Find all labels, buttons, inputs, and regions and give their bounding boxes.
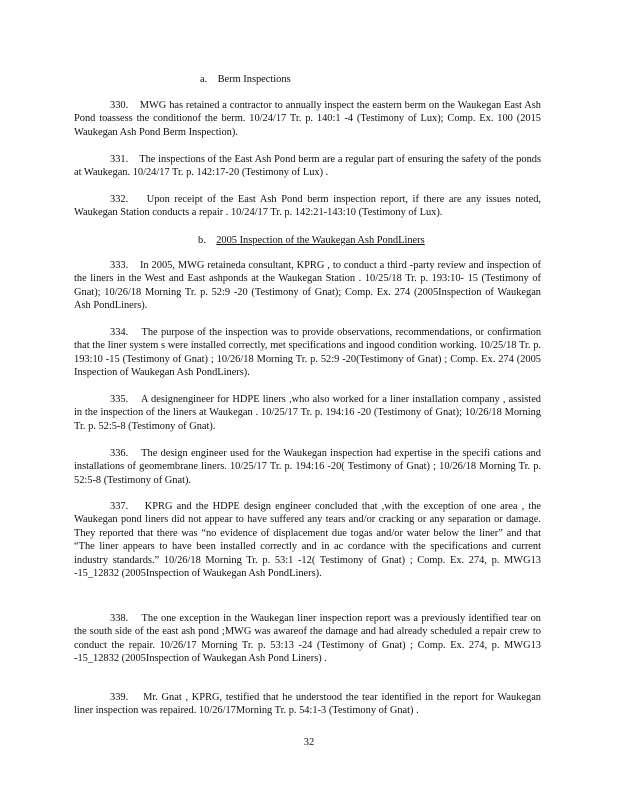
paragraph-number: 339. [110, 692, 129, 703]
heading-a-marker: a. [200, 74, 208, 85]
paragraph-339 [74, 691, 541, 718]
paragraph-336 [74, 447, 541, 487]
paragraph-335 [74, 393, 541, 433]
paragraph-text: The purpose of the inspection was to provide observations, recommendations, or confirmation that the liner system s were installed correctly, met specifications and ingood condition working. 10/25/18 Tr. p. 193:10 -15 (Testimony of Gnat) ; 10/26/18 Morning Tr. p. 52:9 -20(Testimony of Gnat) ; Comp. Ex. 274 (2005 Inspection of Waukegan Ash PondLiners). [74, 327, 542, 379]
paragraph-332 [74, 193, 541, 220]
paragraph-333 [74, 259, 541, 313]
paragraph-text: The inspections of the East Ash Pond berm are a regular part of ensuring the safety of the ponds at Waukegan. 10/24/17 Tr. p. 142:17-20 (Testimony of Lux) . [74, 154, 542, 179]
paragraph-text: A designengineer for HDPE liners ,who also worked for a liner installation company , assisted in the inspection of the liners at Waukegan . 10/25/17 Tr. p. 194:16 -20 (Testimony of Gnat); 10/26/18 Morning Tr. p. 52:5-8 (Testimony of Gnat). [74, 394, 541, 432]
paragraph-number: 332. [110, 194, 129, 205]
heading-b-marker: b. [198, 235, 206, 246]
paragraph-number: 337. [110, 501, 129, 512]
paragraph-text: MWG has retained a contractor to annually inspect the eastern berm on the Waukegan East Ash Pond toassess the conditionof the berm. 10/24/17 Tr. p. 140:1 -4 (Testimony of Lux); Comp. Ex. 100 (2015 Waukegan Ash Pond Berm Inspection). [74, 100, 541, 138]
section-heading-b [198, 234, 438, 247]
paragraph-number: 330. [110, 100, 129, 111]
paragraph-number: 331. [110, 154, 129, 165]
page-number: 32 [303, 737, 315, 748]
paragraph-number: 335. [110, 394, 129, 405]
paragraph-text: KPRG and the HDPE design engineer concluded that ,with the exception of one area , the Waukegan pond liners did not appear to have suffered any tears and/or cracking or any separation or damage. They reported that there was “no evidence of displacement due togas and/or water below the liner” and that “The liner appears to have been installed correctly and in ac cordance with the specifications and current industry standards.” 10/26/18 Morning Tr. p. 53:1 -12( Testimony of Gnat) ; Comp. Ex. 274, p. MWG13 -15_12832 (2005Inspection of Waukegan Ash PondLiners). [74, 501, 542, 580]
paragraph-text: Upon receipt of the East Ash Pond berm inspection report, if there are any issues noted, Waukegan Station conducts a repair . 10/24/17 Tr. p. 142:21-143:10 (Testimony of Lux). [74, 194, 541, 219]
paragraph-number: 338. [110, 613, 129, 624]
heading-a-text: Berm Inspections [217, 74, 291, 85]
paragraph-number: 336. [110, 448, 129, 459]
paragraph-331 [74, 153, 541, 180]
paragraph-number: 334. [110, 327, 129, 338]
paragraph-337 [74, 500, 541, 580]
paragraph-330 [74, 99, 541, 139]
heading-b-text: 2005 Inspection of the Waukegan Ash PondLiners [216, 235, 425, 246]
paragraph-text: The design engineer used for the Waukegan inspection had expertise in the specifi cations and installations of geomembrane liners. 10/25/17 Tr. p. 194:16 -20( Testimony of Gnat) ; 10/26/18 Morning Tr. p. 52:5-8 (Testimony of Gnat). [74, 448, 542, 486]
section-heading-a [200, 73, 420, 86]
paragraph-number: 333. [110, 260, 129, 271]
paragraph-338 [74, 612, 541, 666]
paragraph-text: In 2005, MWG retaineda consultant, KPRG , to conduct a third -party review and inspection of the liners in the West and East ashponds at the Waukegan Station . 10/25/18 Tr. p. 193:10- 15 (Testimony of Gnat); 10/26/18 Morning Tr. p. 52:9 -20 (Testimony of Gnat); Comp. Ex. 274 (2005Inspection of Waukegan Ash PondLiners). [74, 260, 541, 312]
paragraph-text: Mr. Gnat , KPRG, testified that he understood the tear identified in the report for Waukegan liner inspection was repaired. 10/26/17Morning Tr. p. 54:1-3 (Testimony of Gnat) . [74, 692, 541, 717]
paragraph-text: The one exception in the Waukegan liner inspection report was a previously identified tear on the south side of the east ash pond ;MWG was awareof the damage and had already scheduled a repair crew to conduct the repair. 10/26/17 Morning Tr. p. 53:13 -24 (Testimony of Gnat) ; Comp. Ex. 274, p. MWG13 -15_12832 (2005Inspection of Waukegan Ash Pond Liners) . [74, 613, 541, 665]
paragraph-334 [74, 326, 541, 380]
